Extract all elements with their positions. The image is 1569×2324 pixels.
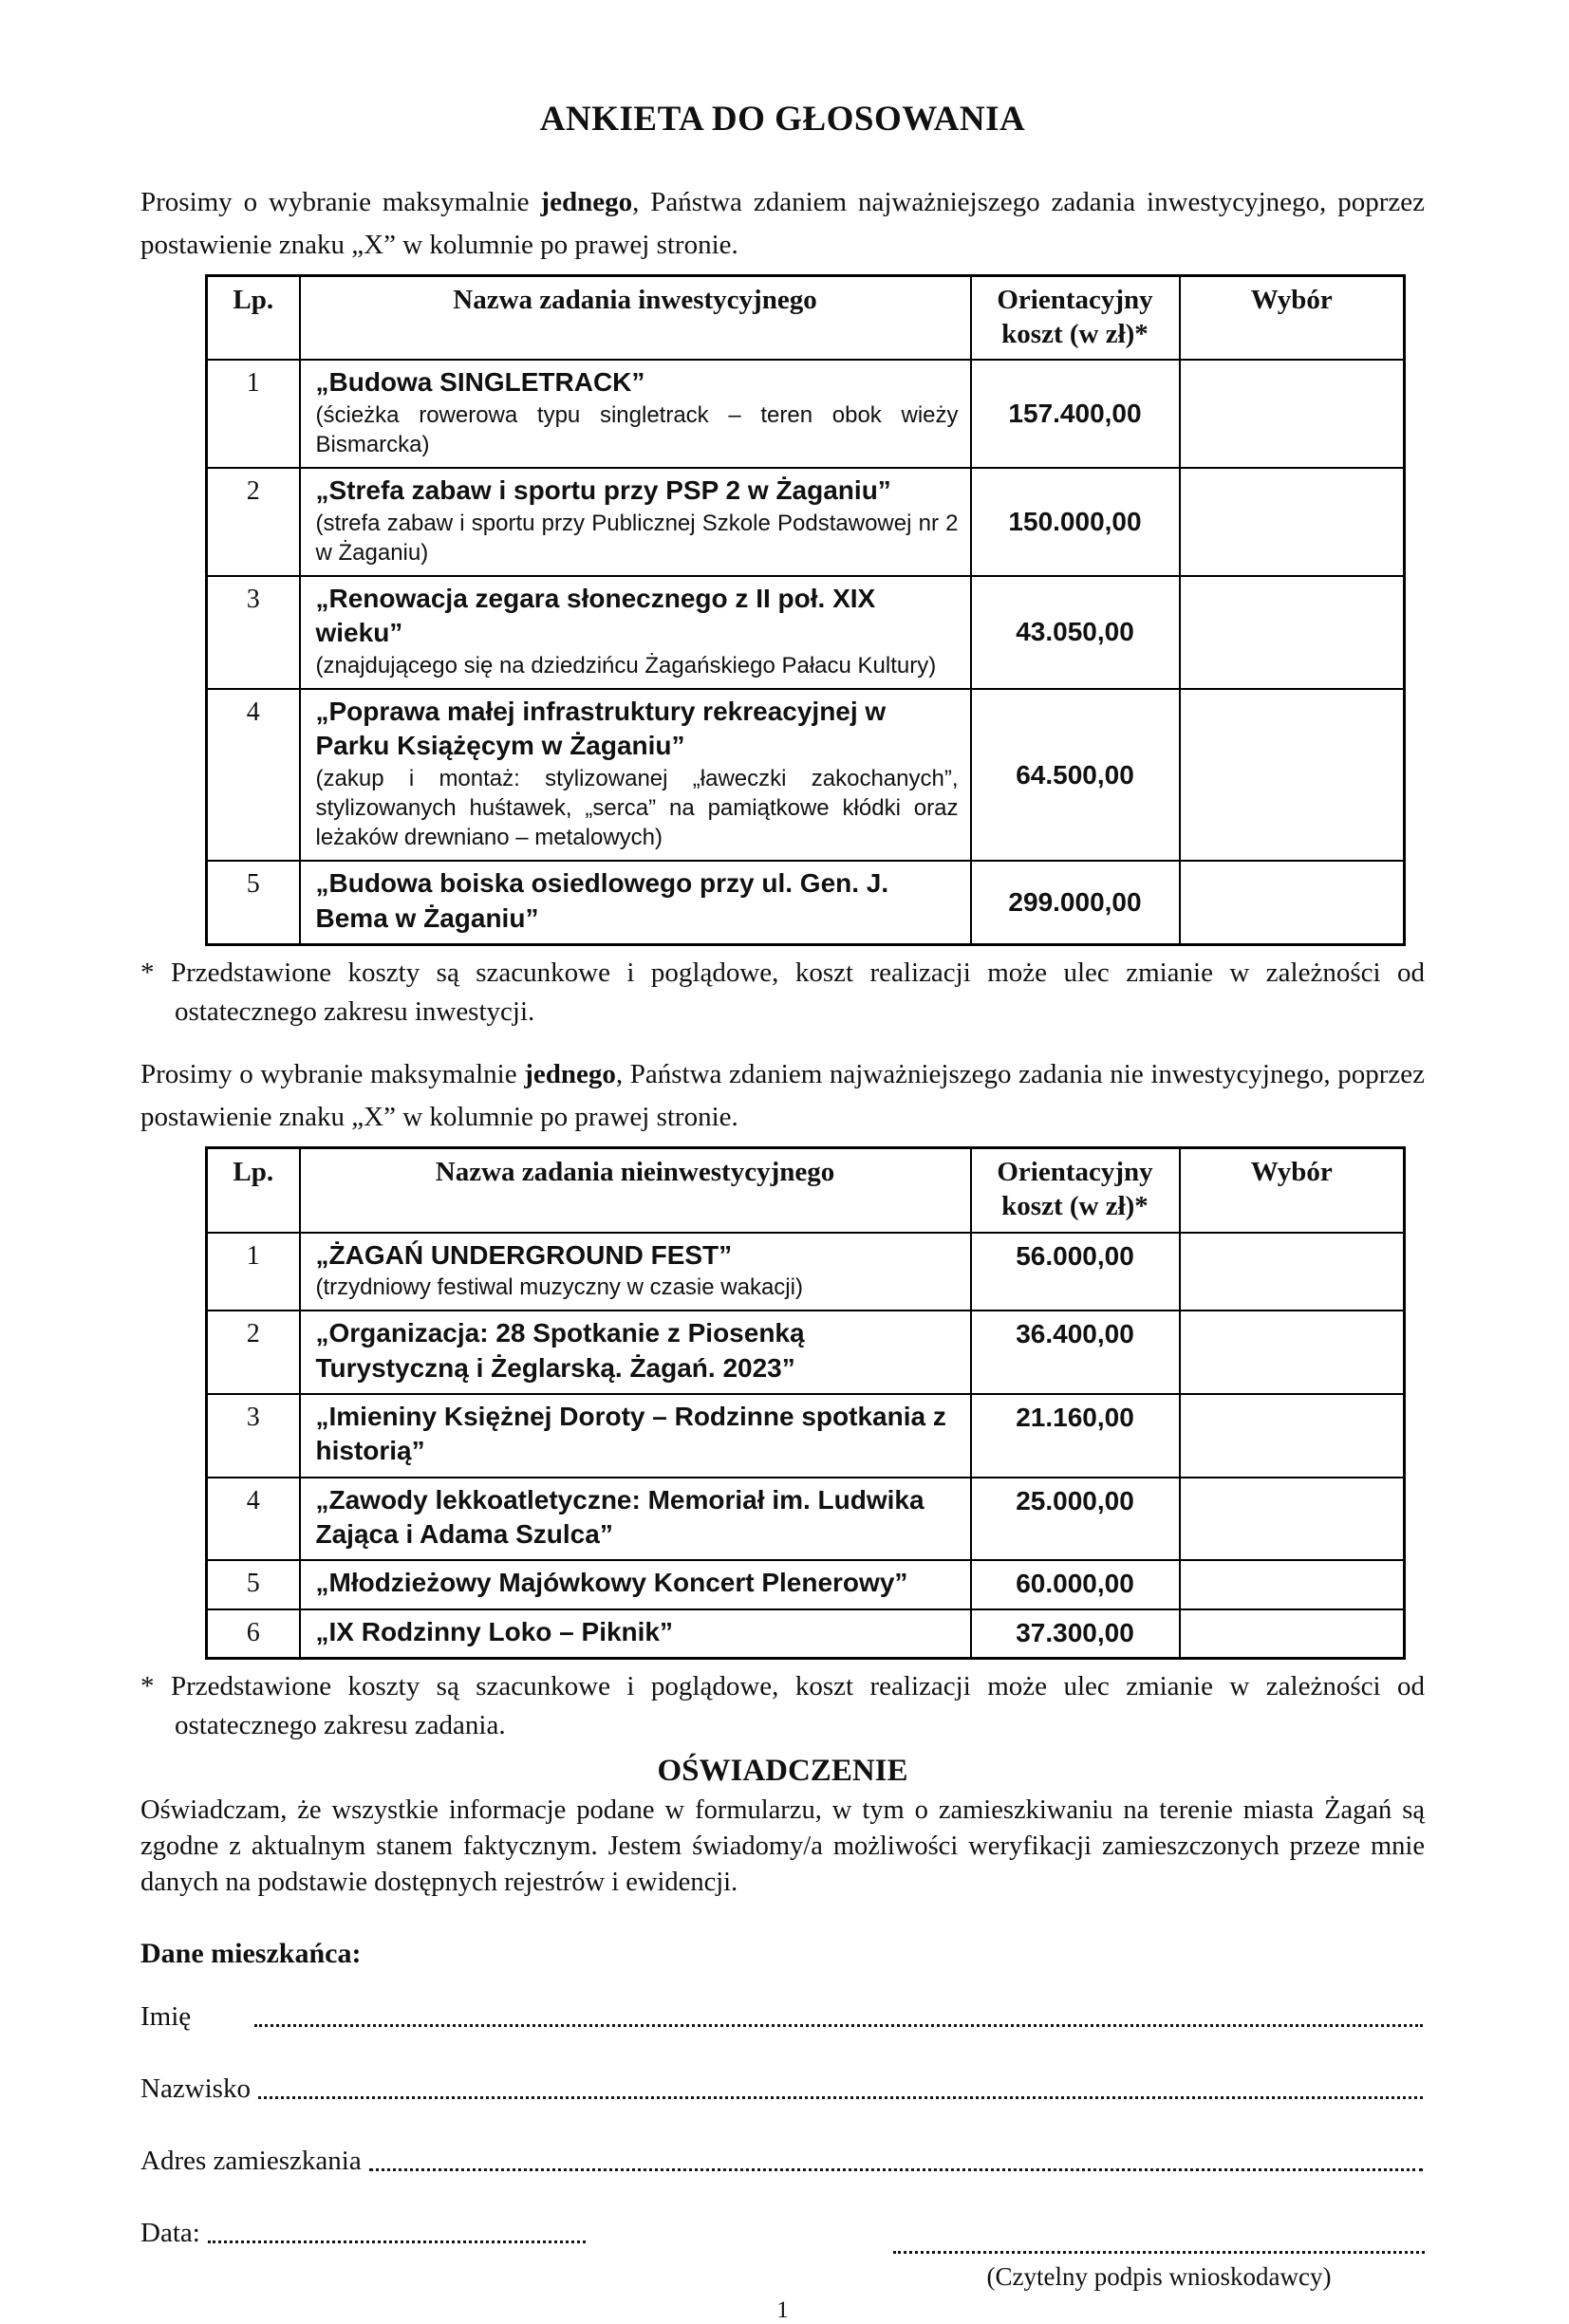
task-desc: (znajdującego się na dziedzińcu Żagańskiego Pałacu Kultury) — [315, 652, 937, 679]
choice-cell[interactable] — [1180, 576, 1405, 689]
intro-noninvestment — [140, 1053, 1425, 1139]
page-number: 1 — [776, 2297, 789, 2324]
last-name-label: Nazwisko — [140, 2073, 251, 2105]
task-title: „Poprawa małej infrastruktury rekreacyjnej w Parku Książęcym w Żaganiu” — [315, 696, 887, 761]
header-lp: Lp. — [207, 275, 300, 360]
task-title: „Imieniny Księżnej Doroty – Rodzinne spotkania z historią” — [315, 1401, 946, 1466]
task-cell — [300, 1560, 971, 1608]
header-lp: Lp. — [207, 1148, 300, 1233]
signature-input-line[interactable] — [893, 2219, 1425, 2254]
lp-cell: 1 — [207, 1233, 300, 1311]
cost-cell: 157.400,00 — [971, 360, 1180, 468]
task-desc: (ścieżka rowerowa typu singletrack – teren obok wieży Bismarcka) — [315, 401, 959, 457]
table-row — [207, 1560, 1405, 1608]
task-desc: (trzydniowy festiwal muzyczny w czasie wakacji) — [315, 1274, 803, 1300]
lp-cell: 2 — [207, 468, 300, 576]
cost-cell: 43.050,00 — [971, 576, 1180, 689]
first-name-label: Imię — [140, 2001, 192, 2033]
table-row — [207, 360, 1405, 468]
last-name-row — [140, 2074, 1425, 2105]
choice-cell[interactable] — [1180, 1394, 1405, 1478]
footnote-text: Przedstawione koszty są szacunkowe i poglądowe, koszt realizacji może ulec zmianie w zależności od ostatecznego zakresu inwestycji. — [170, 957, 1426, 1027]
cost-cell: 150.000,00 — [971, 468, 1180, 576]
header-task-name: Nazwa zadania inwestycyjnego — [300, 275, 971, 360]
task-title: „IX Rodzinny Loko – Piknik” — [315, 1616, 673, 1646]
task-cell — [300, 576, 971, 689]
task-title: „Zawody lekkoatletyczne: Memoriał im. Ludwika Zająca i Adama Szulca” — [315, 1484, 925, 1550]
cost-cell: 60.000,00 — [971, 1560, 1180, 1608]
lp-cell: 5 — [207, 861, 300, 944]
task-cell — [300, 1233, 971, 1311]
task-title: „Organizacja: 28 Spotkanie z Piosenką Turystyczną i Żeglarską. Żagań. 2023” — [315, 1318, 805, 1383]
lp-cell: 5 — [207, 1560, 300, 1608]
table-header-row — [207, 1148, 1405, 1233]
choice-cell[interactable] — [1180, 1609, 1405, 1659]
choice-cell[interactable] — [1180, 861, 1405, 944]
table-row — [207, 1311, 1405, 1394]
table-header-row — [207, 275, 1405, 360]
cost-cell: 56.000,00 — [971, 1233, 1180, 1311]
signature-caption: (Czytelny podpis wnioskodawcy) — [986, 2261, 1332, 2291]
cost-cell: 299.000,00 — [971, 861, 1180, 944]
choice-cell[interactable] — [1180, 360, 1405, 468]
intro-investment — [140, 181, 1425, 267]
cost-cell: 64.500,00 — [971, 689, 1180, 861]
task-cell — [300, 1478, 971, 1561]
date-label: Data: — [140, 2217, 200, 2248]
declaration-text: Oświadczam, że wszystkie informacje podane w formularzu, w tym o zamieszkiwaniu na terenie miasta Żagań są zgodne z aktualnym stanem faktycznym. Jestem świadomy/a możliwości weryfikacji zamieszczonych przeze mnie danych na podstawie dostępnych rejestrów i ewidencji. — [140, 1795, 1425, 1897]
task-cell — [300, 1609, 971, 1659]
table-row — [207, 861, 1405, 944]
cost-cell: 21.160,00 — [971, 1394, 1180, 1478]
lp-cell: 4 — [207, 1478, 300, 1561]
address-input-line[interactable] — [369, 2168, 1423, 2171]
lp-cell: 6 — [207, 1609, 300, 1659]
date-input-line[interactable] — [208, 2240, 586, 2243]
lp-cell: 3 — [207, 1394, 300, 1478]
intro-investment-text-after: , Państwa zdaniem najważniejszego zadania inwestycyjnego, poprzez postawienie znaku „X” w kolumnie po prawej stronie. — [140, 187, 1425, 260]
intro-noninvestment-text-after: , Państwa zdaniem najważniejszego zadania nie inwestycyjnego, poprzez postawienie znaku „X” w kolumnie po prawej stronie. — [140, 1059, 1425, 1133]
task-cell — [300, 689, 971, 861]
footnote-noninvestment — [140, 1667, 1425, 1744]
intro-noninvestment-bold: jednego — [524, 1059, 616, 1090]
task-cell — [300, 1311, 971, 1394]
header-task-name: Nazwa zadania nieinwestycyjnego — [300, 1148, 971, 1233]
investment-table — [205, 274, 1406, 946]
lp-cell: 2 — [207, 1311, 300, 1394]
choice-cell[interactable] — [1180, 1233, 1405, 1311]
intro-noninvestment-text: Prosimy o wybranie maksymalnie — [140, 1059, 525, 1090]
choice-cell[interactable] — [1180, 689, 1405, 861]
task-title: „Renowacja zegara słonecznego z II poł. XIX wieku” — [315, 583, 876, 648]
address-row — [140, 2147, 1425, 2177]
signature-field — [893, 2219, 1425, 2292]
noninvestment-table — [205, 1146, 1406, 1660]
table-row — [207, 1233, 1405, 1311]
task-title: „Młodzieżowy Majówkowy Koncert Plenerowy” — [315, 1568, 908, 1598]
task-desc: (zakup i montaż: stylizowanej „ławeczki zakochanych”, stylizowanych huśtawek, „serca” na pamiątkowe kłódki oraz leżaków drewniano – metalowych) — [315, 765, 959, 851]
footnote-text: Przedstawione koszty są szacunkowe i poglądowe, koszt realizacji może ulec zmianie w zależności od ostatecznego zakresu zadania. — [170, 1671, 1426, 1740]
date-field — [140, 2219, 615, 2249]
table-row — [207, 1609, 1405, 1659]
table-row — [207, 689, 1405, 861]
cost-cell: 37.300,00 — [971, 1609, 1180, 1659]
declaration-heading: OŚWIADCZENIE — [657, 1754, 908, 1789]
last-name-input-line[interactable] — [258, 2096, 1423, 2099]
footnote-investment — [140, 954, 1425, 1031]
task-title: „ŻAGAŃ UNDERGROUND FEST” — [315, 1239, 733, 1270]
choice-cell[interactable] — [1180, 1560, 1405, 1608]
task-cell — [300, 1394, 971, 1478]
lp-cell: 3 — [207, 576, 300, 689]
task-cell — [300, 468, 971, 576]
lp-cell: 4 — [207, 689, 300, 861]
table-row — [207, 576, 1405, 689]
page-title: ANKIETA DO GŁOSOWANIA — [539, 100, 1026, 139]
header-choice: Wybór — [1180, 1148, 1405, 1233]
task-title: „Strefa zabaw i sportu przy PSP 2 w Żaganiu” — [315, 475, 891, 506]
task-title: „Budowa boiska osiedlowego przy ul. Gen. J. Bema w Żaganiu” — [315, 868, 889, 933]
choice-cell[interactable] — [1180, 1478, 1405, 1561]
task-cell — [300, 861, 971, 944]
task-title: „Budowa SINGLETRACK” — [315, 367, 645, 398]
cost-cell: 25.000,00 — [971, 1478, 1180, 1561]
date-signature-row — [140, 2219, 1425, 2292]
first-name-row — [140, 2002, 1425, 2033]
task-desc: (strefa zabaw i sportu przy Publicznej Szkole Podstawowej nr 2 w Żaganiu) — [315, 510, 959, 566]
header-cost: Orientacyjny koszt (w zł)* — [971, 275, 1180, 360]
lp-cell: 1 — [207, 360, 300, 468]
intro-investment-text: Prosimy o wybranie maksymalnie — [140, 187, 541, 217]
intro-investment-bold: jednego — [540, 187, 633, 217]
choice-cell[interactable] — [1180, 1311, 1405, 1394]
table-row — [207, 1394, 1405, 1478]
address-label: Adres zamieszkania — [140, 2146, 362, 2177]
cost-cell: 36.400,00 — [971, 1311, 1180, 1394]
resident-data-section-title: Dane mieszkańca: — [140, 1938, 362, 1970]
table-row — [207, 1478, 1405, 1561]
first-name-input-line[interactable] — [254, 2024, 1423, 2027]
header-choice: Wybór — [1180, 275, 1405, 360]
task-cell — [300, 360, 971, 468]
footnote-marker: * — [140, 1671, 155, 1702]
footnote-marker: * — [140, 957, 155, 988]
table-row — [207, 468, 1405, 576]
header-cost: Orientacyjny koszt (w zł)* — [971, 1148, 1180, 1233]
choice-cell[interactable] — [1180, 468, 1405, 576]
